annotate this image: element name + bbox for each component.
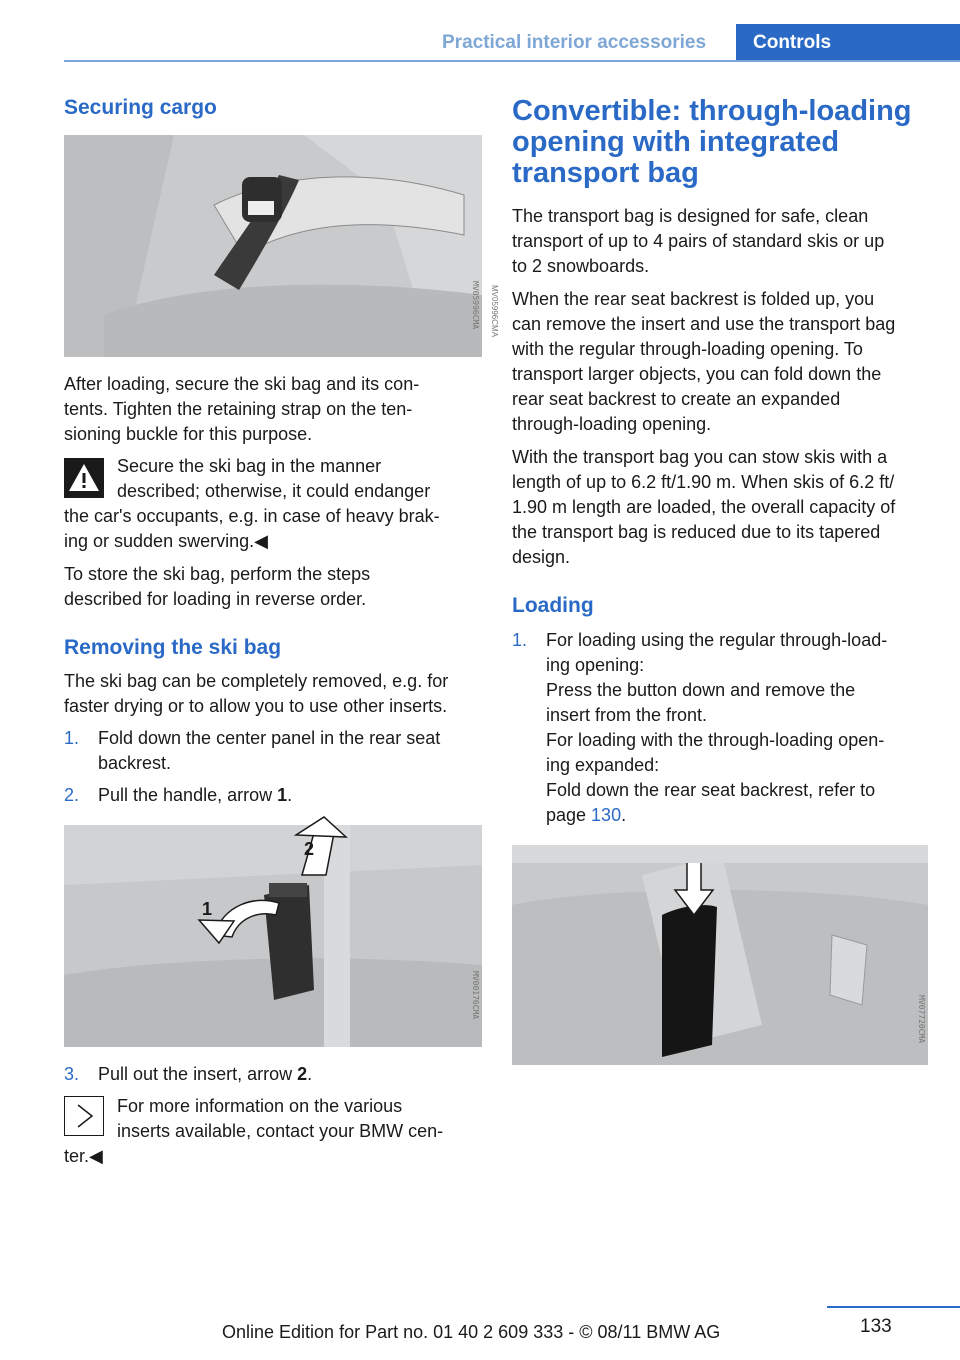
warning-line-3: the car's occupants, e.g. in case of heavy brak- [64, 506, 440, 526]
step-3-text-end: . [307, 1064, 313, 1084]
step-3-number: 3. [64, 1064, 80, 1084]
removing-para-line-1: The ski bag can be completely removed, e.g. for [64, 671, 449, 691]
heading-convertible-line-1: Convertible: through-loading [512, 95, 912, 127]
para3-line-3: 1.90 m length are loaded, the overall capacity of [512, 497, 896, 517]
figure-arrow-2-label: 2 [304, 839, 315, 859]
note-line-2: inserts available, contact your BMW cen- [117, 1121, 444, 1141]
securing-para-line-3: sioning buckle for this purpose. [64, 424, 313, 444]
step-3-text [98, 1062, 312, 1087]
para2-line-4: transport larger objects, you can fold down the [512, 364, 882, 384]
loading-step-1-number: 1. [512, 630, 528, 650]
figure-transport-bag [512, 845, 928, 1065]
header-section-title: Practical interior accessories [442, 32, 707, 53]
footer-edition: Online Edition for Part no. 01 40 2 609 333 - © 08/11 BMW AG [222, 1322, 721, 1342]
para1-line-2: transport of up to 4 pairs of standard skis or up [512, 231, 885, 251]
step-1-line-1: Fold down the center panel in the rear seat [98, 728, 441, 748]
heading-removing-ski-bag: Removing the ski bag [64, 636, 282, 659]
figure-arrow-1-label: 1 [202, 899, 213, 919]
page-ref-prefix: page [546, 805, 592, 825]
heading-securing-cargo: Securing cargo [64, 96, 217, 119]
para2-line-2: can remove the insert and use the transport bag [512, 314, 896, 334]
header-rule [64, 60, 960, 62]
warning-line-2: described; otherwise, it could endanger [117, 481, 431, 501]
figure-code-1: MV05996CMA [471, 281, 480, 330]
store-para-line-1: To store the ski bag, perform the steps [64, 564, 371, 584]
para1-line-3: to 2 snowboards. [512, 256, 650, 276]
loading-step-line-4: insert from the front. [546, 705, 708, 725]
step-2-text-main: Pull the handle, arrow [98, 785, 278, 805]
loading-step-1 [512, 628, 932, 828]
store-para-line-2: described for loading in reverse order. [64, 589, 367, 609]
para2-line-1: When the rear seat backrest is folded up, you [512, 289, 875, 309]
step-2-number: 2. [64, 785, 80, 805]
warning-line-1: Secure the ski bag in the manner [117, 456, 382, 476]
securing-para-line-2: tents. Tighten the retaining strap on the ten- [64, 399, 413, 419]
header-tab-label: Controls [753, 32, 832, 53]
note-icon [64, 1096, 104, 1136]
figure-code-3: MV07720CMA [917, 995, 926, 1044]
footer-rule [827, 1306, 960, 1308]
para2-line-5: rear seat backrest to create an expanded [512, 389, 841, 409]
para3-line-4: the transport bag is reduced due to its tapered [512, 522, 881, 542]
warning-line-4: ing or sudden swerving.◀ [64, 531, 268, 551]
loading-step-line-7: Fold down the rear seat backrest, refer to [546, 780, 876, 800]
figure-pull-handle [64, 825, 482, 1047]
step-1-line-2: backrest. [98, 753, 172, 773]
para2-line-3: with the regular through-loading opening. To [512, 339, 863, 359]
para2-line-6: through-loading opening. [512, 414, 712, 434]
loading-step-line-5: For loading with the through-loading open- [546, 730, 885, 750]
para3-line-2: length of up to 6.2 ft/1.90 m. When skis of 6.2 ft/ [512, 472, 895, 492]
step-2 [64, 783, 482, 813]
securing-para-line-1: After loading, secure the ski bag and its con- [64, 374, 420, 394]
heading-loading: Loading [512, 594, 594, 617]
step-3-text-main: Pull out the insert, arrow [98, 1064, 298, 1084]
page-ref-suffix: . [621, 805, 627, 825]
step-2-text-end: . [287, 785, 293, 805]
para3-line-5: design. [512, 547, 571, 567]
removing-para-line-2: faster drying or to allow you to use other inserts. [64, 696, 448, 716]
loading-step-line-1: For loading using the regular through-load- [546, 630, 888, 650]
figure-ski-bag-strap [64, 135, 499, 357]
loading-step-line-6: ing expanded: [546, 755, 660, 775]
step-3-arrow-ref: 2 [297, 1064, 308, 1084]
para1-line-1: The transport bag is designed for safe, clean [512, 206, 869, 226]
page-130-link[interactable]: 130 [591, 805, 622, 825]
heading-convertible-line-2: opening with integrated [512, 126, 840, 158]
loading-step-page-ref [546, 803, 626, 828]
note-line-3: ter.◀ [64, 1146, 103, 1166]
warning-icon [64, 458, 104, 498]
step-1-number: 1. [64, 728, 80, 748]
note-line-1: For more information on the various [117, 1096, 403, 1116]
step-2-arrow-ref: 1 [277, 785, 288, 805]
header-tab-controls[interactable] [736, 24, 960, 62]
step-2-text [98, 783, 292, 808]
para3-line-1: With the transport bag you can stow skis with a [512, 447, 888, 467]
page-number: 133 [860, 1316, 892, 1337]
step-1 [64, 726, 482, 786]
loading-step-line-3: Press the button down and remove the [546, 680, 856, 700]
step-3 [64, 1062, 482, 1092]
loading-step-line-2: ing opening: [546, 655, 645, 675]
figure-code-2: MV00176CMA [471, 971, 480, 1020]
figure-code-label-1: MV05996CMA [490, 285, 499, 338]
heading-convertible-line-3: transport bag [512, 157, 699, 189]
